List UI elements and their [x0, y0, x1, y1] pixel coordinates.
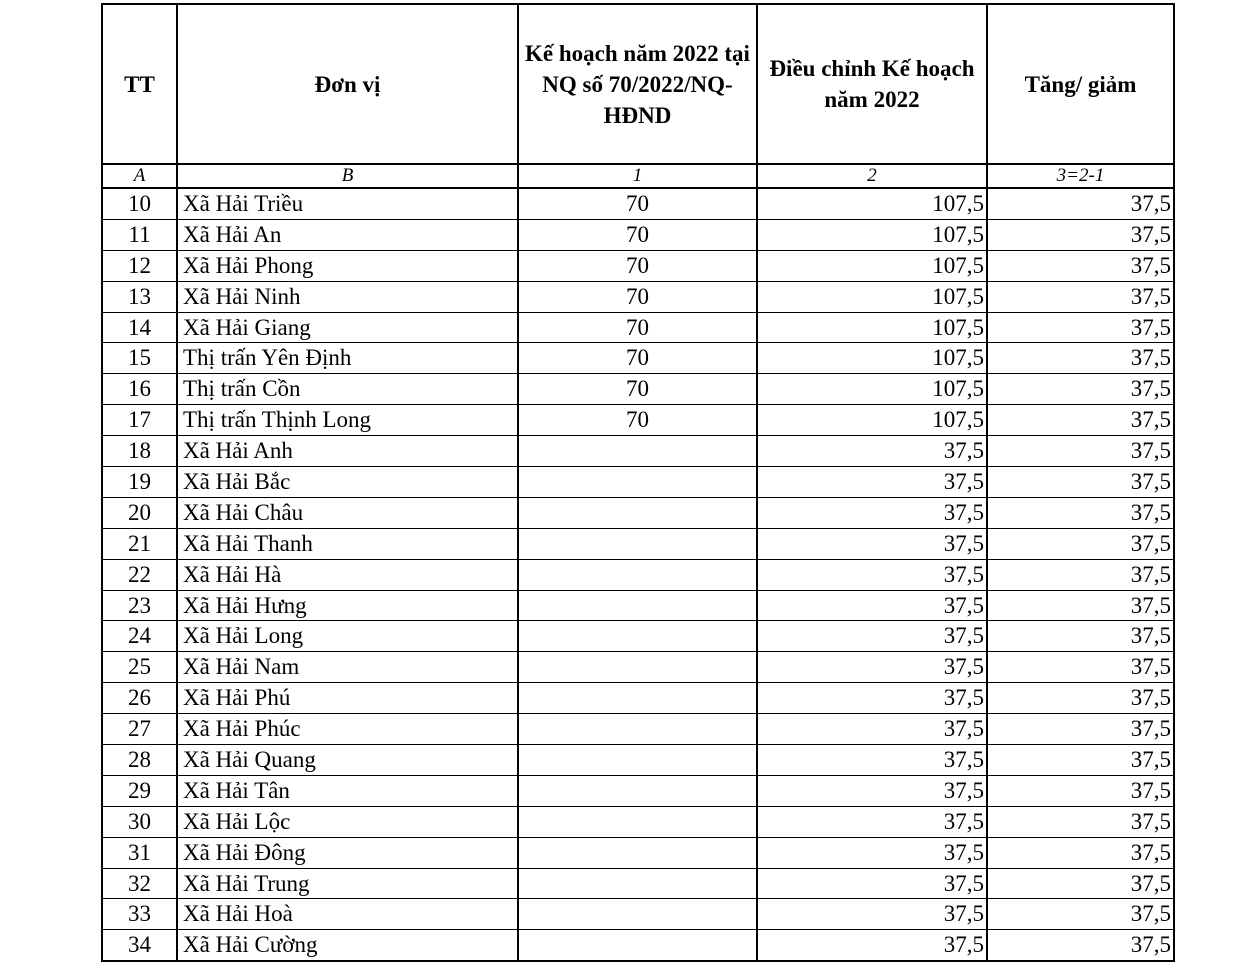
- header-tt: TT: [102, 4, 177, 164]
- plan-value: [518, 683, 757, 714]
- row-number: 21: [102, 528, 177, 559]
- unit-name: Xã Hải Hoà: [177, 899, 518, 930]
- row-number: 25: [102, 652, 177, 683]
- plan-value: [518, 436, 757, 467]
- difference-value: 37,5: [987, 281, 1174, 312]
- table-row: [102, 652, 1174, 683]
- adjusted-value: 37,5: [757, 528, 987, 559]
- difference-value: 37,5: [987, 528, 1174, 559]
- unit-name: Xã Hải Giang: [177, 312, 518, 343]
- difference-value: 37,5: [987, 405, 1174, 436]
- plan-value: 70: [518, 312, 757, 343]
- adjusted-value: 37,5: [757, 559, 987, 590]
- table-row: [102, 436, 1174, 467]
- difference-value: 37,5: [987, 188, 1174, 219]
- table-row: [102, 868, 1174, 899]
- difference-value: 37,5: [987, 559, 1174, 590]
- row-number: 17: [102, 405, 177, 436]
- row-number: 13: [102, 281, 177, 312]
- unit-name: Xã Hải Tân: [177, 775, 518, 806]
- row-number: 27: [102, 714, 177, 745]
- unit-name: Xã Hải Phúc: [177, 714, 518, 745]
- table-row: [102, 930, 1174, 961]
- adjusted-value: 37,5: [757, 806, 987, 837]
- unit-name: Thị trấn Yên Định: [177, 343, 518, 374]
- unit-name: Xã Hải Phú: [177, 683, 518, 714]
- plan-value: [518, 837, 757, 868]
- plan-value: [518, 497, 757, 528]
- difference-value: 37,5: [987, 436, 1174, 467]
- row-number: 28: [102, 745, 177, 776]
- allocation-table: [101, 3, 1175, 962]
- unit-name: Xã Hải Đông: [177, 837, 518, 868]
- adjusted-value: 107,5: [757, 343, 987, 374]
- unit-name: Xã Hải Thanh: [177, 528, 518, 559]
- adjusted-value: 107,5: [757, 312, 987, 343]
- adjusted-value: 37,5: [757, 745, 987, 776]
- row-number: 33: [102, 899, 177, 930]
- unit-name: Xã Hải Quang: [177, 745, 518, 776]
- plan-value: [518, 775, 757, 806]
- row-number: 11: [102, 219, 177, 250]
- table-row: [102, 837, 1174, 868]
- table-row: [102, 528, 1174, 559]
- header-row: [102, 4, 1174, 164]
- plan-value: [518, 559, 757, 590]
- row-number: 26: [102, 683, 177, 714]
- column-code: A: [102, 164, 177, 188]
- plan-value: [518, 930, 757, 961]
- unit-name: Xã Hải Hà: [177, 559, 518, 590]
- difference-value: 37,5: [987, 930, 1174, 961]
- unit-name: Xã Hải Anh: [177, 436, 518, 467]
- plan-value: [518, 714, 757, 745]
- difference-value: 37,5: [987, 343, 1174, 374]
- table-row: [102, 714, 1174, 745]
- adjusted-value: 37,5: [757, 621, 987, 652]
- row-number: 31: [102, 837, 177, 868]
- plan-value: 70: [518, 250, 757, 281]
- table-row: [102, 343, 1174, 374]
- difference-value: 37,5: [987, 806, 1174, 837]
- difference-value: 37,5: [987, 250, 1174, 281]
- header-ke-hoach: Kế hoạch năm 2022 tại NQ số 70/2022/NQ-HĐND: [518, 4, 757, 164]
- row-number: 15: [102, 343, 177, 374]
- table-row: [102, 745, 1174, 776]
- unit-name: Xã Hải Phong: [177, 250, 518, 281]
- row-number: 18: [102, 436, 177, 467]
- adjusted-value: 37,5: [757, 837, 987, 868]
- plan-value: [518, 467, 757, 498]
- plan-value: 70: [518, 374, 757, 405]
- row-number: 30: [102, 806, 177, 837]
- adjusted-value: 37,5: [757, 683, 987, 714]
- row-number: 22: [102, 559, 177, 590]
- unit-name: Thị trấn Cồn: [177, 374, 518, 405]
- adjusted-value: 107,5: [757, 188, 987, 219]
- table-row: [102, 219, 1174, 250]
- unit-name: Xã Hải Nam: [177, 652, 518, 683]
- plan-value: 70: [518, 219, 757, 250]
- difference-value: 37,5: [987, 837, 1174, 868]
- plan-value: 70: [518, 343, 757, 374]
- table-body: [102, 188, 1174, 961]
- adjusted-value: 37,5: [757, 868, 987, 899]
- column-code: 1: [518, 164, 757, 188]
- plan-value: [518, 621, 757, 652]
- plan-value: [518, 528, 757, 559]
- adjusted-value: 107,5: [757, 374, 987, 405]
- difference-value: 37,5: [987, 745, 1174, 776]
- adjusted-value: 37,5: [757, 590, 987, 621]
- unit-name: Xã Hải Long: [177, 621, 518, 652]
- adjusted-value: 107,5: [757, 219, 987, 250]
- plan-value: 70: [518, 281, 757, 312]
- plan-value: 70: [518, 188, 757, 219]
- table-row: [102, 559, 1174, 590]
- adjusted-value: 107,5: [757, 281, 987, 312]
- row-number: 23: [102, 590, 177, 621]
- difference-value: 37,5: [987, 312, 1174, 343]
- plan-value: [518, 899, 757, 930]
- difference-value: 37,5: [987, 497, 1174, 528]
- unit-name: Xã Hải Trung: [177, 868, 518, 899]
- unit-name: Xã Hải Cường: [177, 930, 518, 961]
- difference-value: 37,5: [987, 868, 1174, 899]
- plan-value: 70: [518, 405, 757, 436]
- table-row: [102, 590, 1174, 621]
- table-row: [102, 467, 1174, 498]
- difference-value: 37,5: [987, 714, 1174, 745]
- table-row: [102, 683, 1174, 714]
- plan-value: [518, 806, 757, 837]
- table-row: [102, 621, 1174, 652]
- adjusted-value: 107,5: [757, 405, 987, 436]
- table-row: [102, 899, 1174, 930]
- difference-value: 37,5: [987, 652, 1174, 683]
- difference-value: 37,5: [987, 683, 1174, 714]
- adjusted-value: 37,5: [757, 652, 987, 683]
- plan-value: [518, 590, 757, 621]
- adjusted-value: 37,5: [757, 436, 987, 467]
- plan-value: [518, 868, 757, 899]
- row-number: 14: [102, 312, 177, 343]
- adjusted-value: 37,5: [757, 899, 987, 930]
- row-number: 16: [102, 374, 177, 405]
- table-row: [102, 775, 1174, 806]
- unit-name: Xã Hải Triều: [177, 188, 518, 219]
- table-row: [102, 806, 1174, 837]
- adjusted-value: 107,5: [757, 250, 987, 281]
- unit-name: Xã Hải Bắc: [177, 467, 518, 498]
- difference-value: 37,5: [987, 374, 1174, 405]
- adjusted-value: 37,5: [757, 930, 987, 961]
- plan-value: [518, 652, 757, 683]
- row-number: 20: [102, 497, 177, 528]
- unit-name: Xã Hải An: [177, 219, 518, 250]
- row-number: 34: [102, 930, 177, 961]
- header-tang-giam: Tăng/ giảm: [987, 4, 1174, 164]
- row-number: 24: [102, 621, 177, 652]
- table-row: [102, 497, 1174, 528]
- table-row: [102, 312, 1174, 343]
- table-row: [102, 250, 1174, 281]
- row-number: 12: [102, 250, 177, 281]
- unit-name: Xã Hải Châu: [177, 497, 518, 528]
- table-row: [102, 281, 1174, 312]
- row-number: 19: [102, 467, 177, 498]
- difference-value: 37,5: [987, 467, 1174, 498]
- column-code-row: [102, 164, 1174, 188]
- plan-value: [518, 745, 757, 776]
- adjusted-value: 37,5: [757, 775, 987, 806]
- table-row: [102, 188, 1174, 219]
- adjusted-value: 37,5: [757, 497, 987, 528]
- table-row: [102, 405, 1174, 436]
- difference-value: 37,5: [987, 590, 1174, 621]
- unit-name: Xã Hải Ninh: [177, 281, 518, 312]
- header-don-vi: Đơn vị: [177, 4, 518, 164]
- difference-value: 37,5: [987, 899, 1174, 930]
- row-number: 10: [102, 188, 177, 219]
- adjusted-value: 37,5: [757, 467, 987, 498]
- table-row: [102, 374, 1174, 405]
- header-dieu-chinh: Điều chỉnh Kế hoạch năm 2022: [757, 4, 987, 164]
- difference-value: 37,5: [987, 775, 1174, 806]
- column-code: 3=2-1: [987, 164, 1174, 188]
- row-number: 32: [102, 868, 177, 899]
- unit-name: Xã Hải Lộc: [177, 806, 518, 837]
- difference-value: 37,5: [987, 219, 1174, 250]
- unit-name: Xã Hải Hưng: [177, 590, 518, 621]
- column-code: B: [177, 164, 518, 188]
- difference-value: 37,5: [987, 621, 1174, 652]
- row-number: 29: [102, 775, 177, 806]
- column-code: 2: [757, 164, 987, 188]
- adjusted-value: 37,5: [757, 714, 987, 745]
- unit-name: Thị trấn Thịnh Long: [177, 405, 518, 436]
